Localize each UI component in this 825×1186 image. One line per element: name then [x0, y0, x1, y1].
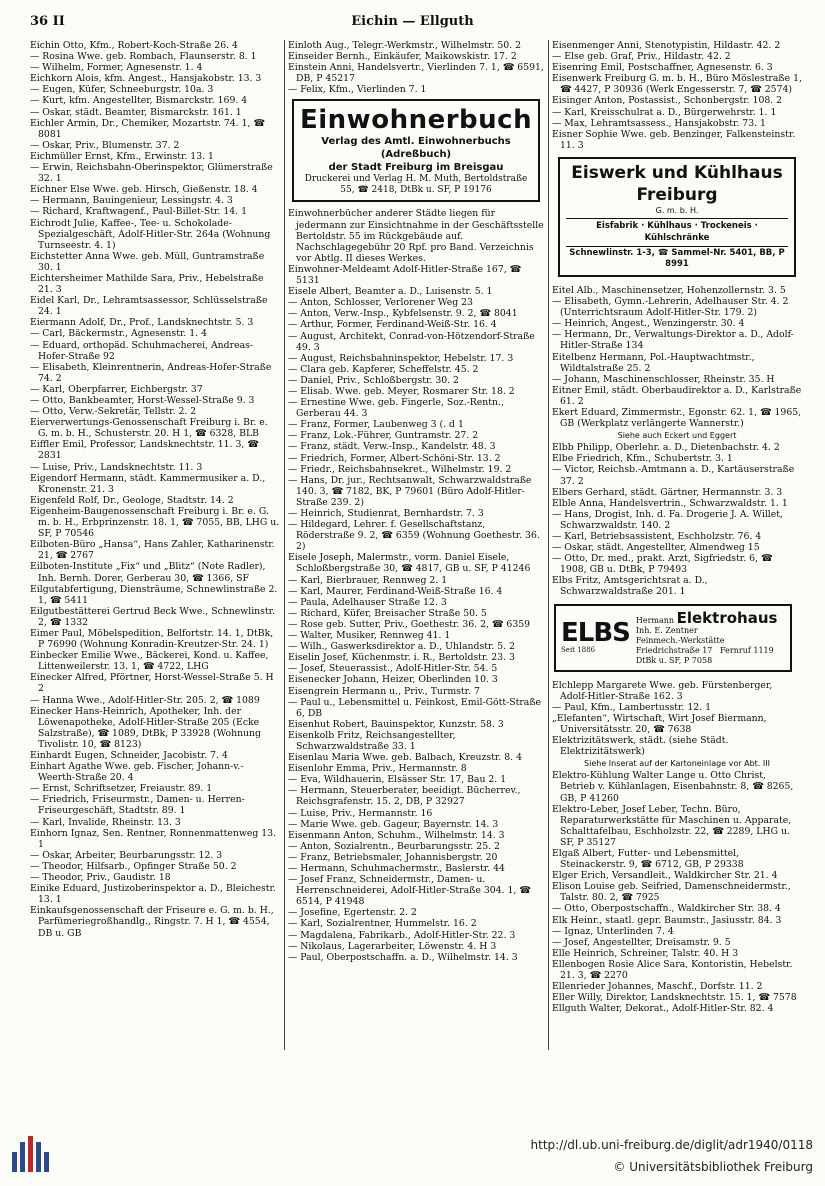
directory-entry: — Karl, Kreisschulrat a. D., Bürgerwehrstr. 1. 1: [552, 106, 777, 118]
directory-entry: Eiselin Josef, Küchenmstr. i. R., Bertoldstr. 23. 3: [288, 652, 515, 664]
directory-entry: — Wilhelm, Former, Agnesenstr. 1. 4: [30, 62, 203, 74]
directory-entry: Eiffler Emil, Professor, Landsknechtstr. 11. 3, ☎ 2831: [30, 439, 259, 462]
directory-entry: Einseider Bernh., Einkäufer, Maikowskistr. 17. 2: [288, 51, 517, 63]
directory-entry: Eisenmann Anton, Schuhm., Wilhelmstr. 14. 3: [288, 829, 505, 841]
directory-entry: Eierverwertungs-Genossenschaft Freiburg i. Br. e. G. m. b. H., Schusterstr. 20. H 1, ☎ 6328, BLB: [30, 417, 268, 440]
ad-owner: Hermann: [635, 615, 675, 625]
directory-entry: — Josef, Steuerassist., Adolf-Hitler-Str. 54. 5: [288, 663, 498, 675]
column-rule: [284, 40, 285, 1050]
ad-since: Seit 1886: [561, 646, 596, 655]
directory-entry: Eiermann Adolf, Dr., Prof., Landsknechtstr. 5. 3: [30, 317, 254, 329]
directory-entry: — Elisabeth, Gymn.-Lehrerin, Adelhauser Str. 4. 2 (Unterrichtsraum Adolf-Hitler-Str. 179. 2): [552, 296, 789, 319]
ad-phone: Fernruf 1119: [720, 645, 774, 655]
directory-entry: Einloth Aug., Telegr.-Werkmstr., Wilhelmstr. 50. 2: [288, 40, 522, 51]
directory-entry: Eisenring Emil, Postschaffner, Agnesenstr. 6. 3: [552, 62, 773, 74]
directory-entry: Einhardt Eugen, Schneider, Jacobistr. 7. 4: [30, 750, 228, 761]
directory-entry: — Josef Franz, Schneidermstr., Damen- u. Herrenschneiderei, Adolf-Hitler-Straße 304. 1, ☎ 6514, P 41948: [288, 874, 531, 908]
directory-entry: Eichrodt Julie, Kaffee-, Tee- u. Schokolade-Spezialgeschäft, Adolf-Hitler-Str. 264a (Wohnung Turnseestr. 4. 1): [30, 217, 271, 251]
directory-entry: Eisengrein Hermann u., Priv., Turmstr. 7: [288, 685, 480, 697]
ad-line: Verlag des Amtl. Einwohnerbuchs: [321, 136, 511, 148]
directory-entry: Elbe Friedrich, Kfm., Schubertstr. 3. 1: [552, 453, 733, 465]
directory-entry: Elbs Fritz, Amtsgerichtsrat a. D., Schwarzwaldstraße 201. 1: [552, 575, 708, 598]
directory-entry: — Richard, Küfer, Breisacher Straße 50. 5: [288, 607, 487, 619]
directory-entry: — Clara geb. Kapferer, Scheffelstr. 45. 2: [288, 363, 479, 375]
directory-entry: — Heinrich, Angest., Wenzingerstr. 30. 4: [552, 318, 745, 330]
directory-entry: — Hermann, Schuhmachermstr., Baslerstr. 44: [288, 863, 505, 874]
directory-entry: — Paul, Oberpostschaffn. a. D., Wilhelmstr. 14. 3: [288, 951, 518, 963]
ad-line: Feinmech.-Werkstätte: [635, 635, 725, 645]
cross-reference-note: Siehe auch Eckert und Eggert: [617, 431, 737, 441]
directory-entry: — Paul u., Lebensmittel u. Feinkost, Emil-Gött-Straße 6, DB: [288, 696, 542, 719]
directory-entry: — Anton, Schlosser, Verlorener Weg 23: [288, 297, 473, 309]
column-3-bottom-entries: [552, 680, 802, 1015]
einwohnerbuch-advertisement: [292, 99, 540, 202]
directory-entry: — Karl, Betriebsassistent, Eschholzstr. 76. 4: [552, 531, 762, 542]
ad-owner-sub: Inh. E. Zentner: [635, 625, 698, 635]
directory-entry: Einecker Alfred, Pförtner, Horst-Wessel-Straße 5. H 2: [30, 672, 274, 695]
directory-entry: — Johann, Maschinenschlosser, Rheinstr. 35. H: [552, 373, 775, 385]
directory-entry: Eisenlau Maria Wwe. geb. Balbach, Kreuzstr. 8. 4: [288, 752, 523, 764]
directory-entry: Eidel Karl, Dr., Lehramtsassessor, Schlüsselstraße 24. 1: [30, 295, 268, 318]
column-2-top-entries: [288, 40, 544, 95]
directory-entry: Elble Anna, Handelsvertrin., Schwarzwaldstr. 1. 1: [552, 497, 788, 509]
directory-entry: Eichmüller Ernst, Kfm., Erwinstr. 13. 1: [30, 150, 214, 162]
directory-entry: Einecker Hans-Heinrich, Apotheker, Inh. der Löwenapotheke, Adolf-Hitler-Straße 205 (Ecke Salzstraße), ☎ 1089, DtBk, P 33928 (Wohnung Tivolistr. 10, ☎ 8123): [30, 705, 261, 750]
directory-entry: — August, Reichsbahninspektor, Hebelstr. 17. 3: [288, 352, 514, 364]
copyright-notice: © Universitätsbibliothek Freiburg: [613, 1160, 813, 1174]
directory-entry: — Walter, Musiker, Rennweg 41. 1: [288, 630, 451, 642]
running-title: Eichin — Ellguth: [351, 14, 474, 29]
column-1: [30, 40, 280, 1050]
directory-entry: — Hans, Dr. jur., Rechtsanwalt, Schwarzwaldstraße 140. 3, ☎ 7182, BK, P 79601 (Büro Adolf-Hitler-Straße 239. 2): [288, 474, 532, 508]
directory-entry: — Friedrich, Former, Albert-Schöni-Str. 13. 2: [288, 452, 501, 464]
directory-entry: — Karl, Bierbrauer, Rennweg 2. 1: [288, 574, 448, 586]
ad-line: Druckerei und Verlag H. M. Muth, Bertoldstraße 55, ☎ 2418, DtBk u. SF, P 19176: [304, 174, 528, 196]
directory-entry: Einstein Anni, Handelsvertr., Vierlinden 7. 1, ☎ 6591, DB, P 45217: [288, 62, 544, 85]
directory-entry: — Hanna Wwe., Adolf-Hitler-Str. 205. 2, ☎ 1089: [30, 694, 260, 706]
ad-title: Einwohnerbuch: [300, 105, 533, 136]
directory-entry: Eisner Sophie Wwe. geb. Benzinger, Falkensteinstr. 11. 3: [552, 128, 796, 151]
directory-entry: Elektrizitätswerk, städt. (siehe Städt. Elektrizitätswerk): [552, 735, 729, 758]
elbs-advertisement: [554, 604, 792, 672]
directory-entry: Elger Erich, Versandleit., Waldkircher Str. 21. 4: [552, 870, 778, 882]
directory-entry: Elk Heinr., staatl. gepr. Baumstr., Jasiusstr. 84. 3: [552, 914, 782, 926]
directory-entry: Eilboten-Büro „Hansa“, Hans Zahler, Katharinenstr. 21, ☎ 2767: [30, 539, 275, 562]
directory-entry: Ellenrieder Johannes, Maschf., Dorfstr. 11. 2: [552, 981, 763, 993]
directory-entry: — Ernestine Wwe. geb. Fingerle, Soz.-Rentn., Gerberau 44. 3: [288, 397, 504, 420]
directory-entry: — Richard, Kraftwagenf., Paul-Billet-Str. 14. 1: [30, 206, 248, 218]
directory-entry: Eisele Joseph, Malermstr., vorm. Daniel Eisele, Schloßbergstraße 30, ☎ 4817, GB u. SF, P 41246: [288, 552, 531, 575]
directory-entry: Einike Eduard, Justizoberinspektor a. D., Bleichestr. 13. 1: [30, 883, 276, 906]
directory-entry: Eller Willy, Direktor, Landsknechtstr. 15. 1, ☎ 7578: [552, 992, 797, 1004]
directory-entry: Eilboten-Institute „Fix“ und „Blitz“ (Note Radler), Inh. Bernh. Dorer, Gerberau 30, ☎ 1366, SF: [30, 561, 266, 584]
directory-entry: Einwohner-Meldeamt Adolf-Hitler-Straße 167, ☎ 5131: [288, 263, 522, 287]
directory-entry: Ellguth Walter, Dekorat., Adolf-Hitler-Str. 82. 4: [552, 1003, 774, 1015]
directory-entry: — Arthur, Former, Ferdinand-Weiß-Str. 16. 4: [288, 319, 497, 331]
column-2-entries: [288, 208, 544, 962]
directory-entry: — Oskar, städt. Angestellter, Almendweg 15: [552, 542, 760, 554]
directory-entry: — Paula, Adelhauser Straße 12. 3: [288, 596, 447, 608]
directory-entry: — Otto, Verw.-Sekretär, Tellstr. 2. 2: [30, 406, 197, 418]
directory-entry: — Luise, Priv., Landsknechtstr. 11. 3: [30, 461, 203, 473]
ad-contact: Schnewlinstr. 1-3, ☎ Sammel-Nr. 5401, BB, P 8991: [566, 246, 788, 270]
directory-entry: — Otto, Dr. med., prakt. Arzt, Sigfriedstr. 6, ☎ 1908, GB u. DtBk, P 79493: [552, 553, 773, 576]
directory-entry: Eichler Armin, Dr., Chemiker, Mozartstr. 74. 1, ☎ 8081: [30, 117, 265, 140]
directory-entry: — Victor, Reichsb.-Amtmann a. D., Kartäuserstraße 37. 2: [552, 464, 795, 487]
directory-entry: Eimer Paul, Möbelspedition, Belfortstr. 14. 1, DtBk, P 76990 (Wohnung Konradin-Kreutzer-Str. 24. 1): [30, 627, 274, 651]
directory-entry: Eisinger Anton, Postassist., Schonbergstr. 108. 2: [552, 95, 783, 107]
directory-entry: Ellenbogen Rosie Alice Sara, Kontoristin, Hebelstr. 21. 3, ☎ 2270: [552, 958, 793, 981]
directory-entry: — Else geb. Graf, Priv., Hildastr. 42. 2: [552, 51, 731, 63]
directory-entry: Eigenheim-Baugenossenschaft Freiburg i. Br. e. G. m. b. H., Erbprinzenstr. 18. 1, ☎ 7055, BB, LHG u. SF, P 70546: [30, 505, 280, 540]
ad-line: Eisfabrik · Kühlhaus · Trockeneis · Kühlschränke: [566, 218, 788, 244]
directory-entry: — Carl, Bäckermstr., Agnesenstr. 1. 4: [30, 328, 208, 340]
directory-entry: — Oskar, Arbeiter, Beurbarungsstr. 12. 3: [30, 849, 223, 861]
directory-entry: Eilgutbestätterei Gertrud Beck Wwe., Schnewlinstr. 2, ☎ 1332: [30, 605, 276, 628]
directory-entry: Eisenkolb Fritz, Reichsangestellter, Schwarzwaldstraße 33. 1: [288, 729, 456, 752]
directory-entry: — Wilh., Gaswerksdirektor a. D., Uhlandstr. 5. 2: [288, 641, 516, 653]
cross-reference-note: Siehe Inserat auf der Kartoneinlage vor Abt. III: [584, 759, 770, 769]
directory-entry: Eichkorn Alois, kfm. Angest., Hansjakobstr. 13. 3: [30, 73, 262, 85]
ad-title: Eiswerk und Kühlhaus Freiburg: [571, 162, 783, 205]
ad-subtitle: G. m. b. H.: [655, 205, 699, 215]
directory-entry: Eisenmenger Anni, Stenotypistin, Hildastr. 42. 2: [552, 40, 781, 51]
column-rule: [548, 40, 549, 1050]
directory-entry: — August, Architekt, Conrad-von-Hötzendorf-Straße 49. 3: [288, 330, 535, 353]
directory-entry: „Elefanten“, Wirtschaft, Wirt Josef Biermann, Universitätsstr. 20, ☎ 7638: [552, 712, 767, 735]
directory-entry: Eitelbenz Hermann, Pol.-Hauptwachtmstr., Wildtalstraße 25. 2: [552, 351, 755, 374]
directory-entry: — Friedrich, Friseurmstr., Damen- u. Herren-Friseurgeschäft, Stadtstr. 89. 1: [30, 794, 245, 817]
directory-entry: Eigenfeld Rolf, Dr., Geologe, Stadtstr. 14. 2: [30, 494, 234, 506]
directory-entry: — Max, Lehramtsassess., Hansjakobstr. 73. 1: [552, 117, 766, 129]
column-3-middle-entries: [552, 285, 802, 598]
directory-entry: — Franz, Betriebsmaler, Johannisbergstr. 20: [288, 851, 498, 863]
directory-entry: — Oskar, Priv., Blumenstr. 37. 2: [30, 139, 180, 151]
directory-entry: Eisenecker Johann, Heizer, Oberlinden 10. 3: [288, 674, 498, 686]
directory-entry: — Anton, Sozialrentn., Beurbarungsstr. 25. 2: [288, 840, 500, 852]
eiswerk-advertisement: [558, 157, 796, 277]
directory-entry: — Franz, Lok.-Führer, Guntramstr. 27. 2: [288, 430, 479, 442]
source-url[interactable]: http://dl.ub.uni-freiburg.de/diglit/adr1940/0118: [530, 1138, 813, 1152]
directory-entry: — Magdalena, Fabrikarb., Adolf-Hitler-Str. 22. 3: [288, 929, 516, 941]
directory-entry: Eisenwerk Freiburg G. m. b. H., Büro Möslestraße 1, ☎ 4427, P 30936 (Werk Engesserstr. 7, ☎ 2574): [552, 73, 802, 96]
directory-entry: Elchlepp Margarete Wwe. geb. Fürstenberger, Adolf-Hitler-Straße 162. 3: [552, 679, 773, 702]
directory-entry: — Nikolaus, Lagerarbeiter, Löwenstr. 4. H 3: [288, 940, 497, 952]
directory-entry: Eichstetter Anna Wwe. geb. Müll, Guntramstraße 30. 1: [30, 250, 265, 273]
directory-entry: — Karl, Oberpfarrer, Eichbergstr. 37: [30, 383, 203, 395]
directory-entry: Elbb Philipp, Oberlehr. a. D., Dietenbachstr. 4. 2: [552, 442, 780, 454]
directory-entry: Einbecker Emilie Wwe., Bäckerei, Kond. u. Kaffee, Littenweilerstr. 13. 1, ☎ 4722, LHG: [30, 650, 269, 673]
column-3: [552, 40, 802, 1050]
directory-entry: Elektro-Kühlung Walter Lange u. Otto Christ, Betrieb v. Kühlanlagen, Eisenbahnstr. 8, ☎ 8265, GB, P 41260: [552, 770, 794, 804]
directory-entry: — Oskar, städt. Beamter, Bismarckstr. 161. 1: [30, 106, 242, 118]
directory-entry: Eitner Emil, städt. Oberbaudirektor a. D., Karlstraße 61. 2: [552, 384, 802, 407]
directory-entry: Ekert Eduard, Zimmermstr., Egonstr. 62. 1, ☎ 1965, GB (Werkplatz verlängerte Wannerstr.): [552, 406, 802, 430]
directory-entry: — Luise, Priv., Hermannstr. 16: [288, 807, 433, 819]
directory-entry: Eichin Otto, Kfm., Robert-Koch-Straße 26. 4: [30, 40, 238, 51]
directory-entry: Elbers Gerhard, städt. Gärtner, Hermannstr. 3. 3: [552, 486, 783, 498]
directory-entry: — Eduard, orthopäd. Schuhmacherei, Andreas-Hofer-Straße 92: [30, 339, 254, 362]
directory-entry: — Franz, städt. Verw.-Insp., Kandelstr. 48. 3: [288, 441, 496, 453]
directory-entry: Einwohnerbücher anderer Städte liegen für jedermann zur Einsichtnahme in der Geschäftsstelle Bertoldstr. 55 im Rückgebäude auf. Nachschlagegebühr 20 Rpf. pro Band. Verzeichnis vor Abtlg. II dieses Werkes.: [288, 208, 544, 264]
directory-entry: Eitel Alb., Maschinensetzer, Hohenzollernstr. 3. 5: [552, 284, 786, 296]
directory-entry: — Kurt, kfm. Angestellter, Bismarckstr. 169. 4: [30, 95, 248, 107]
directory-entry: — Anton, Verw.-Insp., Kybfelsenstr. 9. 2, ☎ 8041: [288, 308, 518, 320]
ad-line: Friedrichstraße 17: [635, 645, 713, 655]
directory-entry: — Theodor, Hilfsarb., Opfinger Straße 50. 2: [30, 860, 237, 872]
ad-line: (Adreßbuch): [380, 149, 452, 161]
directory-entry: Eisenlohr Emma, Priv., Hermannstr. 8: [288, 763, 467, 775]
directory-entry: — Josef, Angestellter, Dreisamstr. 9. 5: [552, 936, 731, 948]
directory-entry: — Paul, Kfm., Lambertusstr. 12. 1: [552, 701, 711, 713]
directory-entry: Eichtersheimer Mathilde Sara, Priv., Hebelstraße 21. 3: [30, 272, 264, 296]
column-3-top-entries: [552, 40, 802, 151]
directory-entry: — Erwin, Reichsbahn-Oberinspektor, Glümerstraße 32. 1: [30, 162, 273, 185]
page-number: 36 II: [30, 14, 65, 29]
directory-entry: Eichner Else Wwe. geb. Hirsch, Gießenstr. 18. 4: [30, 184, 258, 196]
directory-entry: Eisele Albert, Beamter a. D., Luisenstr. 5. 1: [288, 286, 493, 298]
university-library-logo: [8, 1134, 54, 1176]
directory-entry: — Karl, Maurer, Ferdinand-Weiß-Straße 16. 4: [288, 585, 503, 597]
directory-entry: Elgaß Albert, Futter- und Lebensmittel, Steinackerstr. 9, ☎ 6712, GB, P 29338: [552, 847, 744, 871]
directory-entry: Eigendorf Hermann, städt. Kammermusiker a. D., Kronenstr. 21. 3: [30, 472, 266, 495]
directory-entry: — Eva, Wildhauerin, Elsässer Str. 17, Bau 2. 1: [288, 774, 507, 786]
column-2: [288, 40, 544, 1050]
directory-entry: — Otto, Bankbeamter, Horst-Wessel-Straße 9. 3: [30, 395, 255, 406]
directory-entry: — Heinrich, Studienrat, Bernhardstr. 7. 3: [288, 508, 484, 519]
directory-entry: — Eugen, Küfer, Schneeburgstr. 10a. 3: [30, 84, 214, 96]
directory-entry: — Elisab. Wwe. geb. Meyer, Rosmarer Str. 18. 2: [288, 385, 515, 397]
ad-details: [636, 610, 778, 666]
directory-entry: — Friedr., Reichsbahnsekret., Wilhelmstr. 19. 2: [288, 463, 512, 475]
directory-entry: — Felix, Kfm., Vierlinden 7. 1: [288, 84, 427, 96]
directory-entry: Einhorn Ignaz, Sen. Rentner, Ronnenmattenweg 13. 1: [30, 827, 277, 850]
ad-headline: Elektrohaus: [676, 608, 778, 627]
elbs-logo: [561, 620, 630, 655]
directory-entry: Elison Louise geb. Seifried, Damenschneidermstr., Talstr. 80. 2, ☎ 7925: [552, 881, 791, 904]
directory-entry: — Hermann, Bauingenieur, Lessingstr. 4. 3: [30, 195, 233, 207]
directory-entry: Elle Heinrich, Schreiner, Talstr. 40. H 3: [552, 947, 739, 959]
directory-entry: — Hermann, Dr., Verwaltungs-Direktor a. D., Adolf-Hitler-Straße 134: [552, 329, 794, 352]
directory-entry: — Marie Wwe. geb. Gageur, Bayernstr. 14. 3: [288, 818, 499, 830]
ad-bank: DtBk u. SF, P 7058: [635, 655, 713, 665]
directory-entry: — Hildegard, Lehrer. f. Gesellschaftstanz, Röderstraße 9. 2, ☎ 6359 (Wohnung Goethestr. 36. 2): [288, 519, 540, 553]
directory-entry: — Rose geb. Sutter, Priv., Goethestr. 36. 2, ☎ 6359: [288, 618, 531, 630]
directory-entry: Elektro-Leber, Josef Leber, Techn. Büro, Reparaturwerkstätte für Maschinen u. Apparate, Schalttafelbau, Eschholzstr. 22, ☎ 2289, LHG u. SF, P 35127: [552, 803, 792, 848]
directory-entry: — Franz, Former, Laubenweg 3 (. d 1: [288, 419, 464, 431]
directory-entry: — Hermann, Steuerberater, beeidigt. Bücherrev., Reichsgrafenstr. 15. 2, DB, P 32927: [288, 785, 521, 808]
directory-entry: — Ignaz, Unterlinden 7. 4: [552, 925, 674, 937]
directory-entry: — Daniel, Priv., Schloßbergstr. 30. 2: [288, 374, 459, 386]
directory-entry: — Otto, Oberpostschaffn., Waldkircher Str. 38. 4: [552, 903, 781, 915]
directory-entry: — Hans, Drogist, Inh. d. Fa. Drogerie J. A. Willet, Schwarzwaldstr. 140. 2: [552, 508, 783, 531]
directory-entry: — Ernst, Schriftsetzer, Freiaustr. 89. 1: [30, 783, 213, 795]
elbs-logo-text: ELBS: [561, 618, 630, 649]
ad-line: der Stadt Freiburg im Breisgau: [328, 162, 504, 174]
directory-entry: — Karl, Invalide, Rheinstr. 13. 3: [30, 816, 181, 828]
directory-entry: — Josefine, Egertenstr. 2. 2: [288, 907, 417, 919]
directory-entry: Eilgutabfertigung, Diensträume, Schnewlinstraße 2. 1, ☎ 5411: [30, 583, 278, 606]
directory-entry: — Rosina Wwe. geb. Rombach, Flaunserstr. 8. 1: [30, 51, 257, 63]
directory-entry: — Theodor, Priv., Gaudistr. 18: [30, 872, 171, 884]
directory-entry: — Karl, Sozialrentner, Hummelstr. 16. 2: [288, 918, 477, 930]
directory-entry: Einkaufsgenossenschaft der Friseure e. G. m. b. H., Parfümeriegroßhandlg., Ringstr. 7. H 1, ☎ 4554, DB u. GB: [30, 905, 274, 939]
directory-entry: Einhart Agathe Wwe. geb. Fischer, Johann-v.-Weerth-Straße 20. 4: [30, 761, 244, 784]
directory-entry: — Elisabeth, Kleinrentnerin, Andreas-Hofer-Straße 74. 2: [30, 361, 272, 384]
page-header: [30, 14, 795, 36]
directory-entry: Eisenhut Robert, Bauinspektor, Kunzstr. 58. 3: [288, 718, 504, 730]
